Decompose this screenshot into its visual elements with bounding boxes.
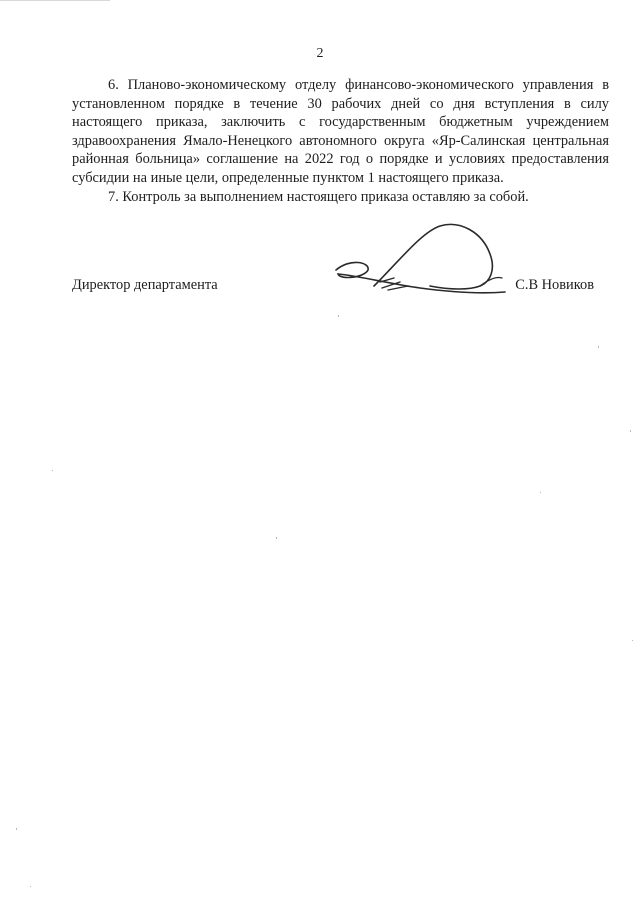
scan-speck — [16, 828, 17, 830]
signature-block — [72, 277, 594, 297]
scan-speck — [276, 537, 277, 539]
scan-speck — [598, 346, 599, 348]
signatory-name: С.В Новиков — [515, 277, 594, 293]
scan-speck — [30, 886, 31, 887]
signatory-position: Директор департамента — [72, 277, 218, 293]
document-body — [72, 76, 609, 206]
scan-speck — [632, 640, 633, 641]
page-number: 2 — [316, 46, 324, 61]
scan-speck — [52, 470, 53, 471]
scan-speck — [540, 492, 541, 493]
scan-speck — [338, 315, 339, 317]
paragraph-6: 6. Планово-экономическому отделу финансово-экономического управления в установленном порядке в течение 30 рабочих дней со дня вступления в силу настоящего приказа, заключить с государственным бюджетным учреждением здравоохранения Ямало-Ненецкого автономного округа «Яр-Салинская центральная районная больница» соглашение на 2022 год о порядке и условиях предоставления субсидии на иные цели, определенные пунктом 1 настоящего приказа. — [72, 77, 609, 186]
paragraph-7: 7. Контроль за выполнением настоящего приказа оставляю за собой. — [108, 188, 529, 205]
scan-speck — [630, 430, 631, 432]
scan-edge-line — [0, 0, 110, 1]
